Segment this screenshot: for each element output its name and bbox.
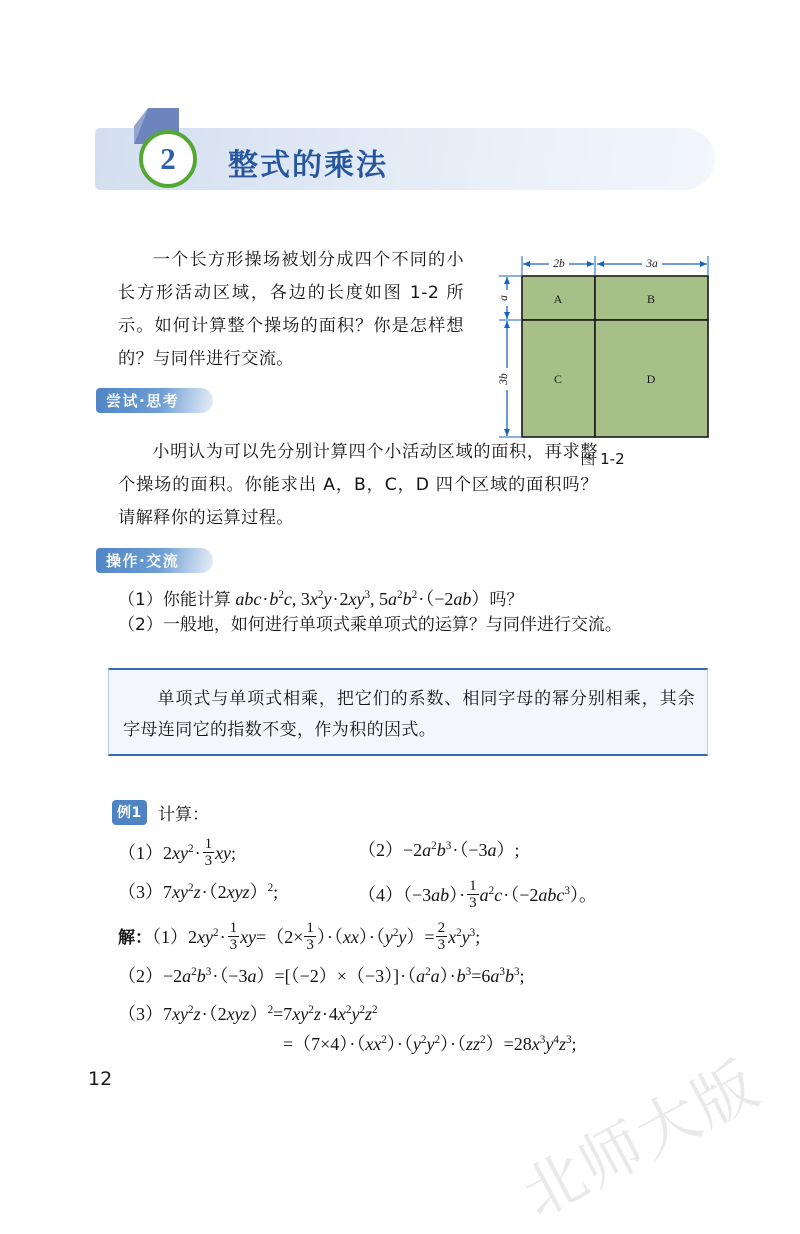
xiaoming-paragraph — [118, 436, 598, 535]
question-1-math: $abc\cdot b^2c$, $3x^2y\cdot 2xy^3$, $5a^2b^2\cdot(-2ab)$ — [235, 589, 490, 609]
intro-paragraph — [118, 244, 464, 376]
rule-box-text-wrapper — [123, 684, 695, 746]
svg-text:C: C — [553, 372, 563, 386]
chapter-title: 整式的乘法 — [228, 148, 388, 183]
figure-caption: 图 1-2 — [580, 450, 625, 468]
solution-3-continued: $=(7\times 4)\cdot(xx^2)\cdot(y^2y^2)\cdot(zz^2)=28x^3y^4z^3$; — [283, 1034, 577, 1054]
svg-text:3b: 3b — [498, 373, 510, 385]
problem-2: $(2)-2a^2b^3\cdot(-3a)$; — [358, 840, 520, 860]
rule-box — [108, 668, 708, 756]
example-label: 计算： — [158, 805, 209, 825]
rule-box-text: 单项式与单项式相乘，把它们的系数、相同字母的幂分别相乘，其余字母连同它的指数不变，作为积的因式。 — [123, 689, 695, 740]
problem-3: $(3)7xy^2z\cdot(2xyz)^2$; — [118, 882, 279, 902]
svg-text:2b: 2b — [553, 258, 565, 270]
svg-text:B: B — [646, 292, 656, 306]
solution-3: $(3)7xy^2z\cdot(2xyz)^2=7xy^2z\cdot 4x^2y^2z^2$ — [118, 1004, 378, 1024]
chapter-number-circle — [139, 130, 197, 188]
figure-1-2-diagram — [490, 246, 715, 446]
problem-1: $(1)2xy^2\cdot$ $\frac{1}{3}$ xy; — [118, 836, 237, 870]
solution-2: $(2)-2a^2b^3\cdot(-3a)=[(-2)\times(-3)]\cdot(a^2a)\cdot b^3=6a^3b^3$; — [118, 966, 525, 986]
badge-try-think: 尝试·思考 — [96, 388, 213, 413]
chapter-number: 2 — [160, 140, 176, 176]
xiaoming-paragraph-text: 小明认为可以先分别计算四个小活动区域的面积，再求整个操场的面积。你能求出 A，B，C，D 四个区域的面积吗？请解释你的运算过程。 — [118, 442, 598, 528]
svg-text:a: a — [498, 295, 510, 301]
page-number: 12 — [88, 1068, 113, 1090]
svg-text:3a: 3a — [646, 258, 658, 270]
problem-4: （4）（−3ab）· $\frac{1}{3}$ $a^2c\cdot(-2abc^3)$。 — [358, 878, 597, 912]
question-1-prefix: （1）你能计算 — [118, 590, 231, 610]
svg-text:D: D — [646, 372, 656, 386]
svg-text:A: A — [553, 292, 563, 306]
question-1-suffix: 吗？ — [489, 590, 524, 610]
example-badge: 例1 — [112, 800, 147, 825]
question-2: （2）一般地，如何进行单项式乘单项式的运算？与同伴进行交流。 — [118, 615, 622, 635]
solution-1: 解：$(1)2xy^2\cdot$ $\frac{1}{3}$ xy=（2× $\frac{1}{3}$ ）$\cdot(xx)\cdot(y^2y)=$ $\frac{2}{3}$ $x^2y^3$; — [118, 920, 481, 954]
publisher-watermark: 北师大版 — [512, 1050, 771, 1231]
badge-operate-exchange: 操作·交流 — [96, 548, 213, 573]
intro-paragraph-text: 一个长方形操场被划分成四个不同的小长方形活动区域，各边的长度如图 1-2 所示。如何计算整个操场的面积？你是怎样想的？与同伴进行交流。 — [118, 250, 464, 369]
solution-prefix: 解： — [118, 927, 152, 948]
